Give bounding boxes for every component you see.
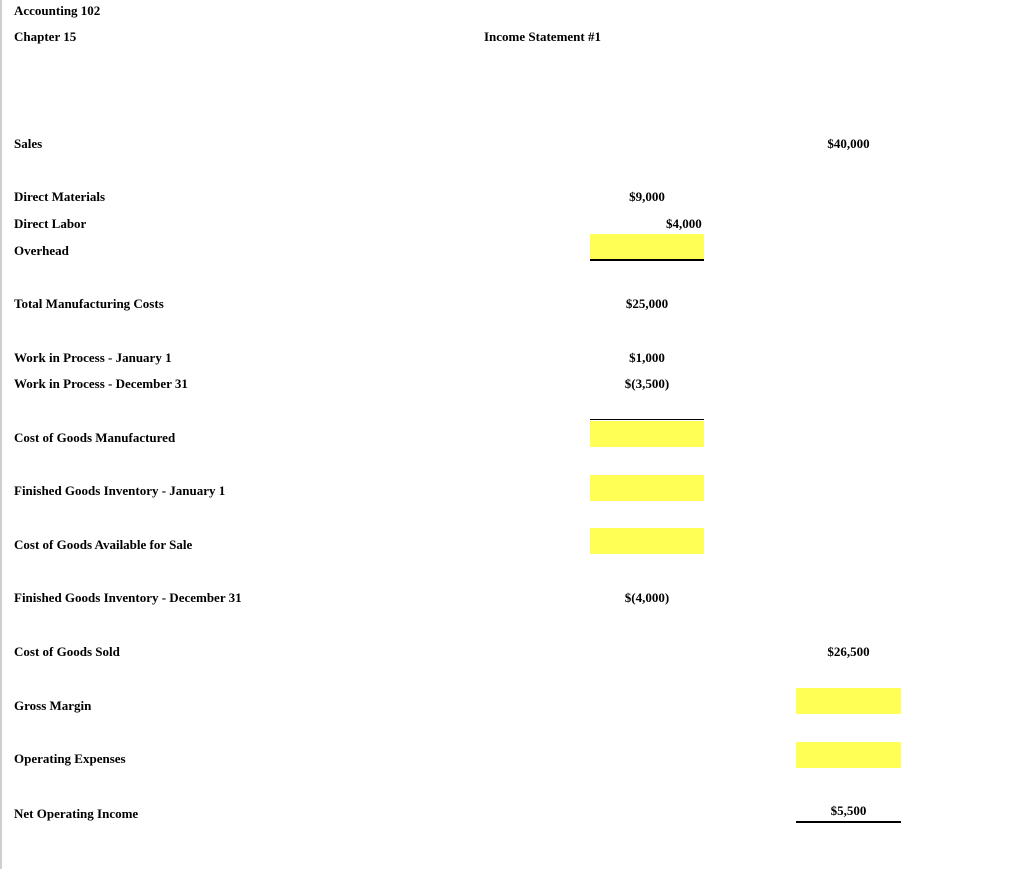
row-label-direct-labor: Direct Labor bbox=[14, 216, 87, 231]
row-label-sales: Sales bbox=[14, 136, 43, 151]
row-label-total-manufacturing-costs: Total Manufacturing Costs bbox=[14, 296, 164, 311]
row-label-cost-of-goods-available: Cost of Goods Available for Sale bbox=[14, 537, 193, 552]
answer-cell-fg-january[interactable] bbox=[590, 475, 704, 501]
amount-direct-labor: $4,000 bbox=[666, 216, 702, 231]
answer-cell-operating-expenses[interactable] bbox=[796, 742, 901, 768]
statement-title: Income Statement #1 bbox=[484, 29, 601, 44]
amount-fg-december: $(4,000) bbox=[624, 590, 670, 605]
answer-cell-gross-margin[interactable] bbox=[796, 688, 901, 714]
row-label-wip-january: Work in Process - January 1 bbox=[14, 350, 172, 365]
course-title: Accounting 102 bbox=[14, 3, 101, 18]
chapter-title: Chapter 15 bbox=[14, 29, 77, 44]
amount-total-manufacturing-costs: $25,000 bbox=[625, 296, 669, 311]
row-label-net-operating-income: Net Operating Income bbox=[14, 806, 139, 821]
amount-net-operating-income: $5,500 bbox=[830, 803, 867, 818]
row-label-cost-of-goods-sold: Cost of Goods Sold bbox=[14, 644, 120, 659]
answer-cell-overhead[interactable] bbox=[590, 234, 704, 260]
row-label-gross-margin: Gross Margin bbox=[14, 698, 92, 713]
amount-sales: $40,000 bbox=[827, 136, 870, 151]
answer-cell-cost-of-goods-manufactured[interactable] bbox=[590, 421, 704, 447]
underline-overhead bbox=[590, 259, 704, 261]
row-label-fg-december: Finished Goods Inventory - December 31 bbox=[14, 590, 242, 605]
row-label-cost-of-goods-manufactured: Cost of Goods Manufactured bbox=[14, 430, 176, 445]
page-left-border bbox=[0, 0, 2, 869]
row-label-operating-expenses: Operating Expenses bbox=[14, 751, 126, 766]
row-label-direct-materials: Direct Materials bbox=[14, 189, 106, 204]
row-label-wip-december: Work in Process - December 31 bbox=[14, 376, 188, 391]
amount-wip-december: $(3,500) bbox=[624, 376, 670, 391]
underline-net-operating-income bbox=[796, 821, 901, 823]
underline-wip bbox=[590, 419, 704, 420]
row-label-fg-january: Finished Goods Inventory - January 1 bbox=[14, 483, 226, 498]
amount-wip-january: $1,000 bbox=[629, 350, 665, 365]
row-label-overhead: Overhead bbox=[14, 243, 69, 258]
amount-direct-materials: $9,000 bbox=[629, 189, 665, 204]
amount-cost-of-goods-sold: $26,500 bbox=[827, 644, 870, 659]
answer-cell-cost-of-goods-available[interactable] bbox=[590, 528, 704, 554]
